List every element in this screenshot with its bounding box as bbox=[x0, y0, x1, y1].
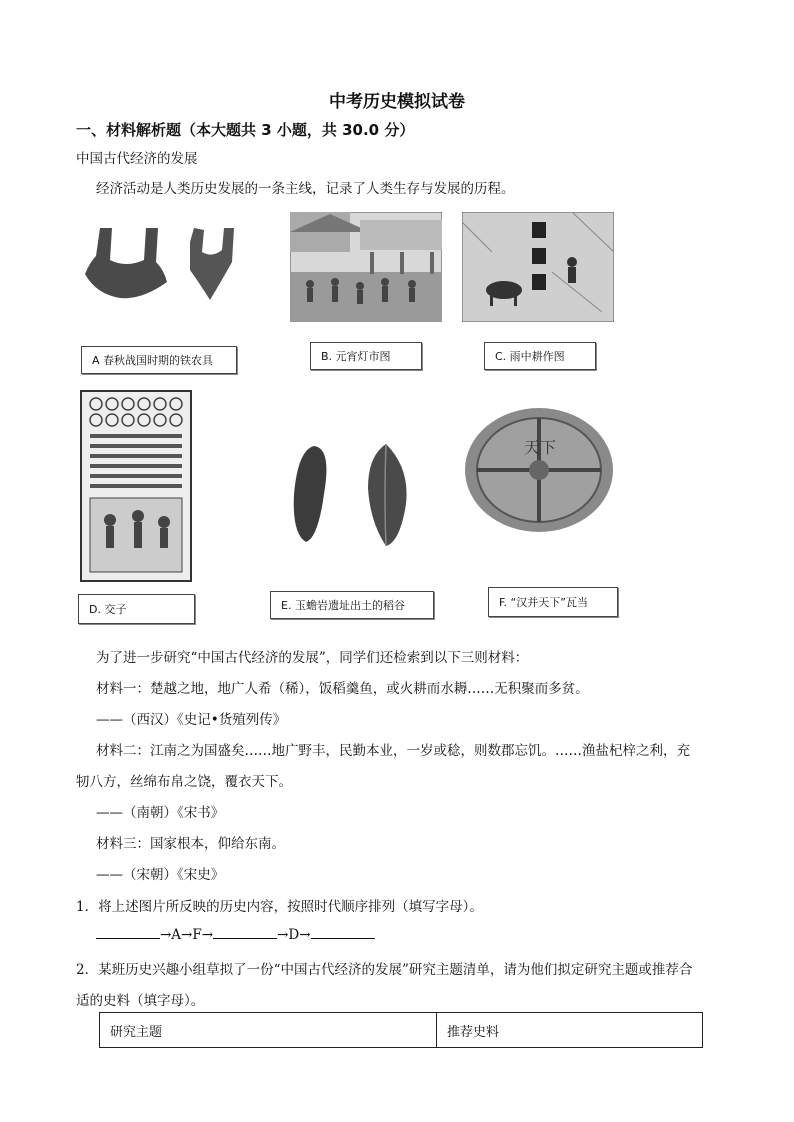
table-row bbox=[100, 1013, 703, 1048]
section-heading: 一、材料解析题（本大题共 3 小题，共 30.0 分） bbox=[76, 121, 415, 139]
caption-a: A 春秋战国时期的铁农具 bbox=[81, 346, 237, 374]
question-1: 1．将上述图片所反映的历史内容，按照时代顺序排列（填写字母）。 bbox=[76, 899, 483, 915]
tile-glyph: 天下 bbox=[524, 438, 557, 457]
material-2-line2: 牣八方，丝绵布帛之饶，覆衣天下。 bbox=[76, 774, 292, 790]
image-e-rice-grains bbox=[286, 438, 421, 550]
caption-b: B. 元宵灯市图 bbox=[310, 342, 422, 370]
topic-line: 中国古代经济的发展 bbox=[76, 151, 198, 167]
table-header-sources: 推荐史料 bbox=[437, 1013, 703, 1048]
answer-blank-3[interactable] bbox=[311, 926, 375, 939]
question-2-line2: 适的史料（填字母）。 bbox=[76, 993, 205, 1009]
material-1-source: ——（西汉）《史记•货殖列传》 bbox=[96, 712, 287, 728]
image-b-lantern-market bbox=[290, 212, 442, 322]
question-2-line1: 2．某班历史兴趣小组草拟了一份“中国古代经济的发展”研究主题清单，请为他们拟定研究主题或推荐合 bbox=[76, 962, 693, 978]
answer-arrow-part-1: →A→F→ bbox=[160, 927, 214, 943]
image-f-tile-end bbox=[462, 405, 616, 535]
page-title: 中考历史模拟试卷 bbox=[329, 92, 465, 112]
material-2-source: ——（南朝）《宋书》 bbox=[96, 805, 225, 821]
caption-c: C. 雨中耕作图 bbox=[484, 342, 596, 370]
answer-arrow-part-2: →D→ bbox=[277, 927, 311, 943]
image-c-rain-plowing bbox=[462, 212, 614, 322]
research-topic-table bbox=[99, 1012, 703, 1048]
caption-f: F. “汉并天下”瓦当 bbox=[488, 587, 618, 617]
image-a-iron-tools bbox=[82, 222, 247, 307]
intro-text: 经济活动是人类历史发展的一条主线，记录了人类生存与发展的历程。 bbox=[96, 181, 515, 197]
research-intro: 为了进一步研究“中国古代经济的发展”，同学们还检索到以下三则材料： bbox=[96, 650, 529, 666]
material-1: 材料一：楚越之地，地广人希（稀），饭稻羹鱼，或火耕而水耨……无积聚而多贫。 bbox=[96, 681, 589, 697]
image-d-jiaozi-note bbox=[80, 390, 192, 582]
material-2-line1: 材料二：江南之为国盛矣……地广野丰，民勤本业，一岁或稔，则数郡忘饥。……渔盐杞梓之利，充 bbox=[96, 743, 690, 759]
caption-d: D. 交子 bbox=[78, 594, 195, 624]
caption-e: E. 玉蟾岩遗址出土的稻谷 bbox=[270, 591, 434, 619]
answer-blank-1[interactable] bbox=[96, 926, 160, 939]
material-3-source: ——（宋朝）《宋史》 bbox=[96, 867, 225, 883]
answer-blank-2[interactable] bbox=[213, 926, 277, 939]
material-3: 材料三：国家根本，仰给东南。 bbox=[96, 836, 285, 852]
question-1-answer-line bbox=[96, 926, 375, 943]
table-header-topic: 研究主题 bbox=[100, 1013, 437, 1048]
